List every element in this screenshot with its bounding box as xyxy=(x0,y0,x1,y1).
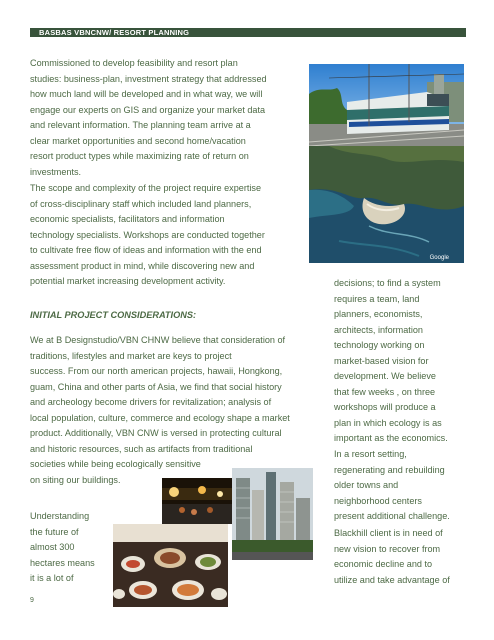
text-line: plan in which ecology is as xyxy=(334,417,442,428)
text-line: technology working on xyxy=(334,340,425,350)
text-line: Understanding xyxy=(30,511,90,521)
text-line: resort product types while maximizing rate of return on xyxy=(30,151,249,161)
text-line: and relevant information. The planning team arrive at a xyxy=(30,120,251,130)
text-line: requires a team, land xyxy=(334,293,420,304)
text-line: that few weeks , on three xyxy=(334,386,436,397)
text-line: potential market increasing development activity. xyxy=(30,276,226,286)
header-title: BASBAS VBNCNW/ RESORT PLANNING xyxy=(39,28,190,37)
page-number: 9 xyxy=(30,597,34,604)
text-line: planners, economists, xyxy=(334,309,423,319)
text-line: local population, culture, commerce and ecology shape a market xyxy=(30,412,290,423)
text-line: assessment product in mind, while discovering new and xyxy=(30,260,255,271)
text-line: technology specialists. Workshops are conducted together xyxy=(30,229,265,240)
text-line: investments. xyxy=(30,166,82,177)
text-line: of cross-disciplinary staff which included land planners, xyxy=(30,198,252,209)
text-line: success. From our north american projects, hawaii, Hongkong, xyxy=(30,366,283,376)
google-watermark: Google xyxy=(429,255,449,261)
text-line: The scope and complexity of the project require expertise xyxy=(30,183,262,193)
text-line: economic specialists, facilitators and information xyxy=(30,214,225,224)
text-line: economic decline and to xyxy=(334,559,433,569)
text-line: development. We believe xyxy=(334,371,436,381)
text-line: on siting our buildings. xyxy=(30,474,121,485)
text-line: new vision to recover from xyxy=(334,543,441,554)
text-line: utilize and take advantage of xyxy=(334,574,450,585)
text-line: important as the economics. xyxy=(334,433,448,443)
night-market-photo xyxy=(162,478,232,524)
text-line: decisions; to find a system xyxy=(334,278,441,288)
text-line: Commissioned to develop feasibility and resort plan xyxy=(30,58,238,68)
text-line: product. Additionally, VBN CNW is versed in protecting cultural xyxy=(30,428,282,438)
text-line: how much land will be developed and in what way, we will xyxy=(30,89,263,99)
text-line: societies while being ecologically sensitive xyxy=(30,459,201,469)
text-line: regenerating and rebuilding xyxy=(334,464,445,475)
text-line: it is a lot of xyxy=(30,573,74,583)
section-heading: INITIAL PROJECT CONSIDERATIONS: xyxy=(30,310,197,320)
text-line: hectares means xyxy=(30,557,95,568)
text-line: Blackhill client is in need of xyxy=(334,528,443,538)
text-line: almost 300 xyxy=(30,542,75,552)
food-spread-photo xyxy=(113,524,228,607)
text-line: clear market opportunities and second home/vacation xyxy=(30,135,246,146)
text-line: present additional challenge. xyxy=(334,511,450,521)
tram-photo xyxy=(309,64,464,146)
text-line: and historic resources, such as artifacts from traditional xyxy=(30,443,253,454)
text-line: older towns and xyxy=(334,480,399,490)
text-line: and archeology become drivers for revitalization; analysis of xyxy=(30,397,272,407)
text-line: We at B Designstudio/VBN CHNW believe that consideration of xyxy=(30,335,286,345)
text-line: studies: business-plan, investment strategy that addressed xyxy=(30,73,267,84)
text-line: guam, China and other parts of Asia, we find that social history xyxy=(30,381,282,392)
text-line: In a resort setting, xyxy=(334,449,407,459)
aerial-photo xyxy=(309,146,464,263)
text-line: traditions, lifestyles and market are keys to project xyxy=(30,350,232,361)
text-line: neighborhood centers xyxy=(334,495,422,506)
text-line: engage our experts on GIS and organize your market data xyxy=(30,104,266,115)
text-line: market-based vision for xyxy=(334,355,429,366)
text-line: to cultivate free flow of ideas and information with the end xyxy=(30,245,262,255)
text-line: workshops will produce a xyxy=(334,402,436,412)
city-towers-photo xyxy=(232,468,313,560)
text-line: architects, information xyxy=(334,324,423,335)
text-line: the future of xyxy=(30,526,79,537)
